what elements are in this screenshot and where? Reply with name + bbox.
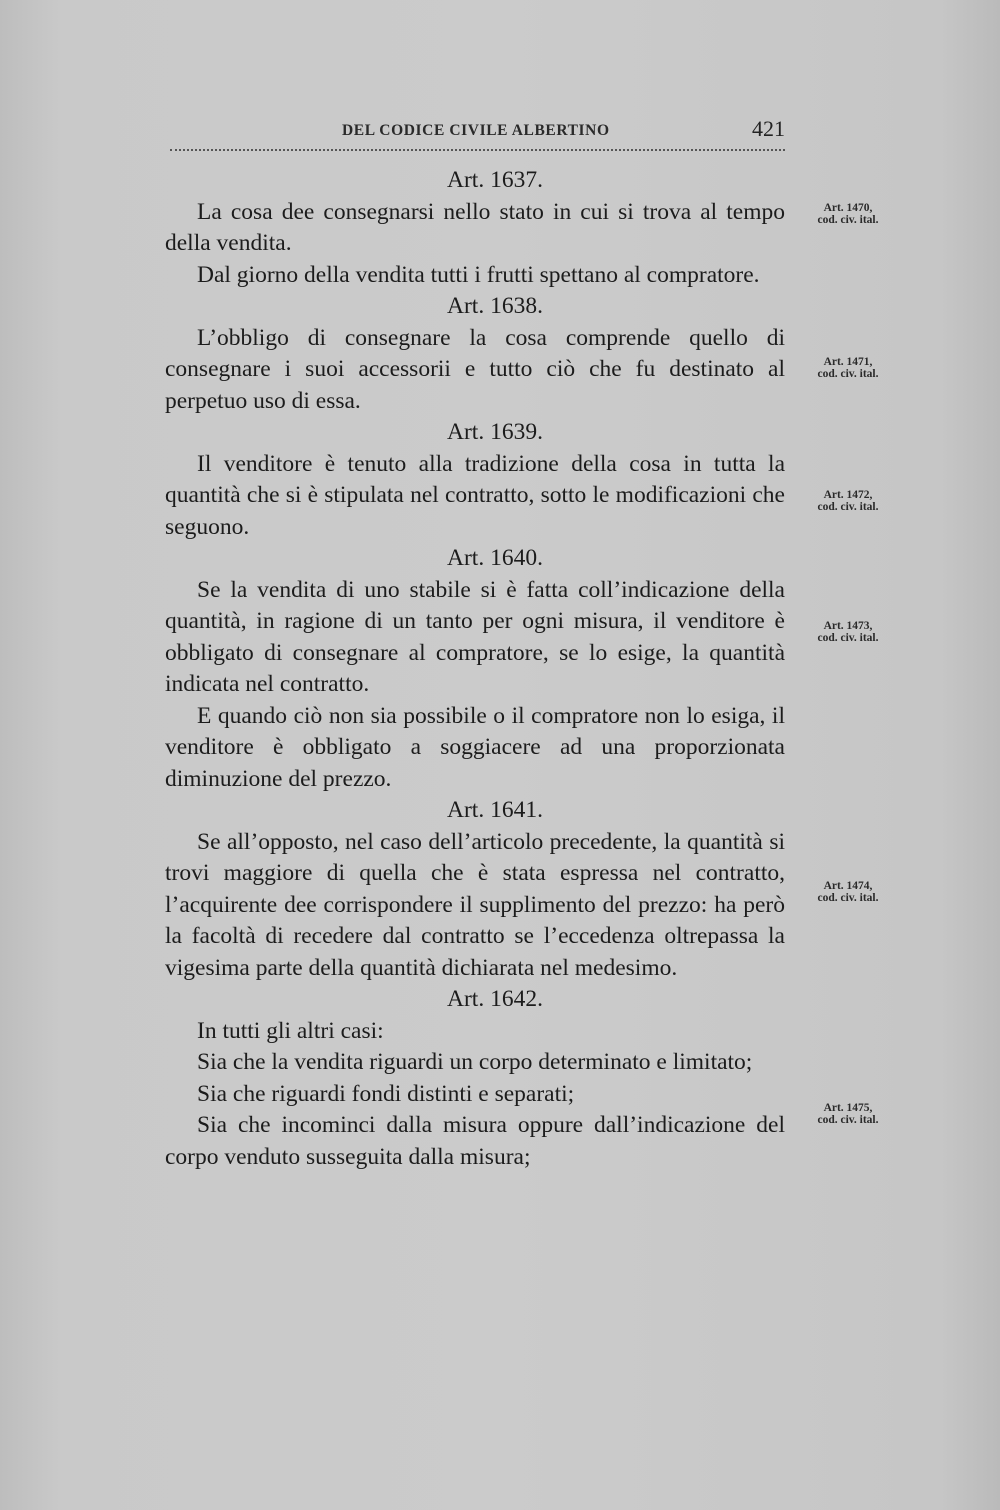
article-heading: Art. 1640. (447, 545, 543, 571)
article-1641 (165, 795, 785, 984)
margin-note-1638 (798, 356, 898, 380)
margin-note-line: cod. civ. ital. (817, 368, 879, 380)
paragraph: Sia che riguardi fondi distinti e separati; (197, 1080, 575, 1107)
margin-note-line: Art. 1471, (823, 356, 873, 368)
article-heading: Art. 1639. (447, 419, 543, 445)
paragraph: Dal giorno della vendita tutti i frutti spettano al compratore. (197, 261, 760, 288)
article-heading: Art. 1637. (447, 167, 543, 193)
margin-note-line: cod. civ. ital. (817, 501, 879, 513)
paragraph: Sia che la vendita riguardi un corpo determinato e limitato; (197, 1049, 753, 1075)
paragraph: E quando ciò non sia possibile o il compratore non lo esiga, il venditore è obbligato a soggiacere ad una proporzionata diminuzione del prezzo. (165, 702, 785, 792)
paragraph: Sia che incominci dalla misura oppure dall’indicazione del corpo venduto susseguita dalla misura; (165, 1112, 785, 1170)
paragraph: L’obbligo di consegnare la cosa comprende quello di consegnare i suoi accessorii e tutto ciò che fu destinato al perpetuo uso di essa. (165, 324, 785, 414)
paragraph: Il venditore è tenuto alla tradizione della cosa in tutta la quantità che si è stipulata nel contratto, sotto le modificazioni che seguono. (165, 450, 785, 540)
margin-note-1641 (798, 880, 898, 904)
margin-note-line: Art. 1475, (823, 1102, 873, 1114)
margin-note-line: cod. civ. ital. (817, 214, 879, 226)
article-1638 (165, 291, 785, 417)
article-1640 (165, 543, 785, 795)
article-1637 (165, 165, 785, 291)
margin-note-line: cod. civ. ital. (817, 632, 879, 644)
margin-note-line: cod. civ. ital. (817, 892, 879, 904)
margin-note-line: Art. 1470, (823, 202, 873, 214)
margin-note-1640 (798, 620, 898, 644)
text-column (165, 165, 785, 1173)
paragraph: Se la vendita di uno stabile si è fatta coll’indicazione della quantità, in ragione di un tanto per ogni misura, il venditore è obbligato di consegnare al compratore, se lo esige, la quantità indicata nel contratto. (165, 576, 785, 697)
running-title: DEL CODICE CIVILE ALBERTINO (342, 122, 610, 139)
margin-note-1637 (798, 202, 898, 226)
article-heading: Art. 1642. (447, 986, 543, 1012)
margin-note-line: Art. 1472, (823, 489, 873, 501)
page-header (170, 118, 785, 150)
paragraph: In tutti gli altri casi: (197, 1017, 384, 1044)
margin-note-1642 (798, 1102, 898, 1126)
paragraph: Se all’opposto, nel caso dell’articolo precedente, la quantità si trovi maggiore di quella che è stata espressa nel contratto, l’acquirente dee corrispondere il supplimento del prezzo: ha però la facoltà di recedere dal contratto se l’eccedenza oltrepassa la vigesima parte della quantità dichiarata nel medesimo. (165, 828, 785, 981)
margin-note-line: Art. 1474, (823, 880, 873, 892)
margin-note-line: Art. 1473, (823, 620, 873, 632)
article-heading: Art. 1638. (447, 293, 543, 319)
margin-note-1639 (798, 489, 898, 513)
article-1642 (165, 984, 785, 1173)
margin-note-line: cod. civ. ital. (817, 1114, 879, 1126)
page-number: 421 (752, 116, 785, 141)
header-rule (170, 149, 785, 151)
article-heading: Art. 1641. (447, 797, 543, 823)
paragraph: La cosa dee consegnarsi nello stato in cui si trova al tempo della vendita. (165, 198, 785, 256)
article-1639 (165, 417, 785, 543)
